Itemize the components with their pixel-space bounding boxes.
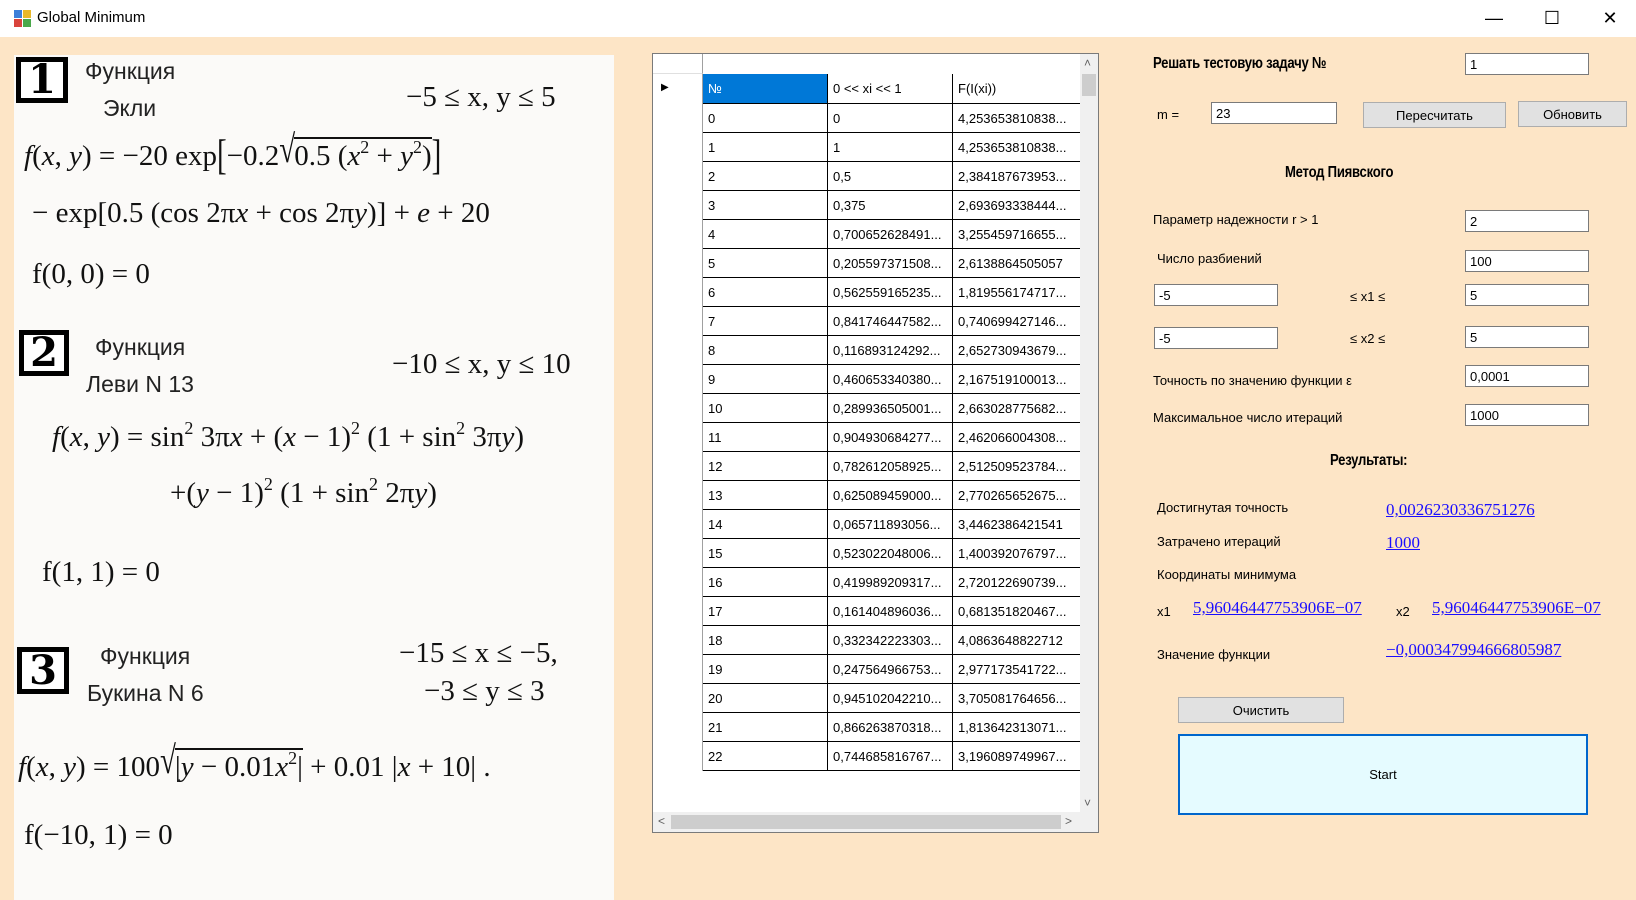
x2-range-label: ≤ x2 ≤: [1350, 331, 1386, 346]
grid-row-header[interactable]: [653, 626, 703, 655]
grid-row-header[interactable]: [653, 423, 703, 452]
function-2-domain: −10 ≤ x, y ≤ 10: [392, 348, 571, 380]
m-label: m =: [1157, 107, 1180, 122]
function-1-domain: −5 ≤ x, y ≤ 5: [406, 81, 556, 113]
reliability-input[interactable]: [1465, 210, 1589, 232]
grid-cell[interactable]: 1,813642313071...: [953, 713, 1081, 742]
clear-button[interactable]: Очистить: [1178, 697, 1344, 723]
task-label: Решать тестовую задачу №: [1153, 55, 1327, 72]
grid-cell[interactable]: 7: [703, 307, 828, 336]
iterations-label: Затрачено итераций: [1157, 534, 1281, 549]
scroll-down-icon[interactable]: ˅: [1084, 796, 1092, 810]
grid-cell[interactable]: 0,289936505001...: [828, 394, 953, 423]
grid-cell[interactable]: 13: [703, 481, 828, 510]
grid-cell[interactable]: 2,6138864505057: [953, 249, 1081, 278]
iterations-value[interactable]: 1000: [1386, 533, 1420, 552]
grid-horizontal-scrollbar[interactable]: [653, 812, 1098, 832]
grid-cell[interactable]: 0,625089459000...: [828, 481, 953, 510]
grid-cell[interactable]: 3,705081764656...: [953, 684, 1081, 713]
grid-cell[interactable]: 0,375: [828, 191, 953, 220]
grid-cell[interactable]: 0,740699427146...: [953, 307, 1081, 336]
function-value-label: Значение функции: [1157, 647, 1271, 662]
grid-cell[interactable]: 2,720122690739...: [953, 568, 1081, 597]
grid-cell[interactable]: 6: [703, 278, 828, 307]
grid-cell[interactable]: 3,255459716655...: [953, 220, 1081, 249]
grid-cell[interactable]: 19: [703, 655, 828, 684]
function-3-name: Букина N 6: [87, 680, 204, 706]
grid-cell[interactable]: 0,681351820467...: [953, 597, 1081, 626]
grid-cell[interactable]: 0,419989209317...: [828, 568, 953, 597]
grid-cell[interactable]: 22: [703, 742, 828, 771]
grid-row-header[interactable]: [653, 394, 703, 423]
grid-cell[interactable]: 1: [828, 133, 953, 162]
grid-row-header[interactable]: [653, 568, 703, 597]
grid-cell[interactable]: 0,841746447582...: [828, 307, 953, 336]
function-2-name: Леви N 13: [86, 371, 194, 397]
grid-vertical-scrollbar[interactable]: [1080, 54, 1098, 812]
grid-cell[interactable]: 2,770265652675...: [953, 481, 1081, 510]
grid-row-header[interactable]: [653, 452, 703, 481]
function-1-number: 1: [16, 57, 68, 103]
grid-cell[interactable]: 1,400392076797...: [953, 539, 1081, 568]
window-title: Global Minimum: [37, 9, 146, 26]
grid-row-header-selected[interactable]: [653, 74, 703, 104]
grid-cell[interactable]: 0,866263870318...: [828, 713, 953, 742]
reliability-label: Параметр надежности r > 1: [1153, 212, 1319, 227]
function-3-domain-line1: −15 ≤ x ≤ −5,: [399, 637, 558, 669]
grid-cell[interactable]: 8: [703, 336, 828, 365]
grid-column-header[interactable]: 0 << xi << 1: [828, 74, 953, 104]
function-3-formula: f(x, $y) = 100√|y - 0.01x^2| + 0.01$ |x + 10| .: [18, 739, 491, 783]
x2-value[interactable]: 5,96046447753906E−07: [1432, 598, 1601, 617]
function-1-minimum: f(0, 0) = 0: [32, 258, 150, 290]
grid-cell[interactable]: 2,462066004308...: [953, 423, 1081, 452]
function-1-formula-line2: − exp[0.5 (cos 2πx + cos 2πy)] + e + 20: [32, 197, 490, 229]
grid-cell[interactable]: 2,512509523784...: [953, 452, 1081, 481]
current-row-icon: ▶: [661, 82, 669, 93]
function-1-label: Функция: [85, 58, 176, 84]
x1-range-label: ≤ x1 ≤: [1350, 289, 1386, 304]
grid-cell[interactable]: 14: [703, 510, 828, 539]
scroll-right-icon[interactable]: >: [1065, 814, 1073, 828]
grid-row-header[interactable]: [653, 249, 703, 278]
grid-row-header[interactable]: [653, 713, 703, 742]
accuracy-label: Достигнутая точность: [1157, 500, 1289, 515]
grid-row-header[interactable]: [653, 684, 703, 713]
grid-cell[interactable]: 0,904930684277...: [828, 423, 953, 452]
grid-cell[interactable]: 0,205597371508...: [828, 249, 953, 278]
grid-cell[interactable]: 12: [703, 452, 828, 481]
vertical-scroll-thumb[interactable]: [1082, 74, 1096, 96]
scroll-left-icon[interactable]: <: [658, 814, 666, 828]
x1-max-input[interactable]: [1465, 284, 1589, 306]
grid-row-header[interactable]: [653, 742, 703, 771]
grid-cell[interactable]: 16: [703, 568, 828, 597]
grid-cell[interactable]: 2,693693338444...: [953, 191, 1081, 220]
grid-cell[interactable]: 20: [703, 684, 828, 713]
results-grid[interactable]: [652, 53, 1099, 833]
grid-row-header[interactable]: [653, 365, 703, 394]
grid-cell[interactable]: 0,562559165235...: [828, 278, 953, 307]
grid-cell[interactable]: 18: [703, 626, 828, 655]
x1-label: x1: [1157, 604, 1171, 619]
m-input[interactable]: [1211, 102, 1337, 124]
results-title: Результаты:: [1330, 452, 1408, 469]
recalculate-button[interactable]: Пересчитать: [1363, 102, 1506, 128]
function-value[interactable]: −0,000347994666805987: [1386, 640, 1562, 659]
grid-cell[interactable]: 2: [703, 162, 828, 191]
grid-cell[interactable]: 0,5: [828, 162, 953, 191]
method-title: Метод Пиявского: [1285, 164, 1394, 181]
grid-cell[interactable]: 0,161404896036...: [828, 597, 953, 626]
grid-cell[interactable]: 2,167519100013...: [953, 365, 1081, 394]
grid-row-header[interactable]: [653, 307, 703, 336]
scroll-up-icon[interactable]: ˄: [1084, 56, 1092, 70]
close-button[interactable]: ✕: [1602, 8, 1618, 28]
grid-cell[interactable]: 2,384187673953...: [953, 162, 1081, 191]
grid-column-header[interactable]: F(I(xi)): [953, 74, 1081, 104]
x2-max-input[interactable]: [1465, 326, 1589, 348]
function-2-formula-line1: f(x, $y) = \sin^2 3\pi x + (x - 1)^2$ $(1 + \sin^2 3\pi y)$: [52, 418, 525, 453]
partitions-input[interactable]: [1465, 250, 1589, 272]
grid-cell[interactable]: 0,116893124292...: [828, 336, 953, 365]
grid-cell[interactable]: 0: [828, 104, 953, 133]
epsilon-label: Точность по значению функции ε: [1153, 373, 1352, 388]
function-2-label: Функция: [95, 334, 186, 360]
coordinates-label: Координаты минимума: [1157, 567, 1297, 582]
app-icon: [14, 10, 31, 27]
grid-cell[interactable]: 0,460653340380...: [828, 365, 953, 394]
function-3-domain-line2: −3 ≤ y ≤ 3: [424, 675, 545, 707]
grid-cell[interactable]: 0,523022048006...: [828, 539, 953, 568]
function-1-name: Экли: [103, 95, 157, 121]
grid-cell[interactable]: 3,196089749967...: [953, 742, 1081, 771]
grid-row-header[interactable]: [653, 162, 703, 191]
grid-cell[interactable]: 4,0863648822712: [953, 626, 1081, 655]
grid-cell[interactable]: 10: [703, 394, 828, 423]
grid-cell[interactable]: 21: [703, 713, 828, 742]
maximize-button[interactable]: ☐: [1543, 8, 1561, 28]
grid-column-header[interactable]: №: [703, 74, 828, 104]
grid-row-header[interactable]: [653, 655, 703, 684]
grid-cell[interactable]: 2,977173541722...: [953, 655, 1081, 684]
grid-cell[interactable]: 0,945102042210...: [828, 684, 953, 713]
grid-row-header[interactable]: [653, 539, 703, 568]
function-3-minimum: f(−10, 1) = 0: [24, 819, 173, 851]
function-2-formula-line2: $+(y - 1)^2$ $(1 + \sin^2 2\pi y)$: [170, 474, 437, 509]
grid-cell[interactable]: 0,247564966753...: [828, 655, 953, 684]
accuracy-value[interactable]: 0,0026230336751276: [1386, 500, 1535, 519]
grid-row-header[interactable]: [653, 104, 703, 133]
grid-row-header[interactable]: [653, 336, 703, 365]
grid-cell[interactable]: 11: [703, 423, 828, 452]
minimize-button[interactable]: —: [1485, 8, 1503, 28]
grid-row-header[interactable]: [653, 510, 703, 539]
grid-row-header[interactable]: [653, 133, 703, 162]
max-iterations-input[interactable]: [1465, 404, 1589, 426]
grid-cell[interactable]: 0: [703, 104, 828, 133]
grid-cell[interactable]: 0,332342223303...: [828, 626, 953, 655]
grid-cell[interactable]: 17: [703, 597, 828, 626]
function-3-number: 3: [17, 647, 69, 694]
formula-panel: [14, 55, 614, 900]
grid-cell[interactable]: 0,700652628491...: [828, 220, 953, 249]
function-1-formula-line1: f(x, y) = −20 exp[−0.2√0.5 $(x^2 + y^2)$]: [24, 128, 442, 179]
grid-cell[interactable]: 15: [703, 539, 828, 568]
x1-min-input[interactable]: [1154, 284, 1278, 306]
grid-cell[interactable]: 1,819556174717...: [953, 278, 1081, 307]
grid-header-row: [653, 54, 1081, 74]
x2-label: x2: [1396, 604, 1410, 619]
max-iterations-label: Максимальное число итераций: [1153, 410, 1343, 425]
grid-cell[interactable]: 1: [703, 133, 828, 162]
grid-viewport: [653, 54, 1081, 812]
grid-cell[interactable]: 9: [703, 365, 828, 394]
grid-cell[interactable]: 0,782612058925...: [828, 452, 953, 481]
grid-cell[interactable]: 5: [703, 249, 828, 278]
grid-cell[interactable]: 4,253653810838...: [953, 104, 1081, 133]
partitions-label: Число разбиений: [1157, 251, 1262, 266]
grid-row-header[interactable]: [653, 278, 703, 307]
grid-row-header[interactable]: [653, 481, 703, 510]
grid-cell[interactable]: 4,253653810838...: [953, 133, 1081, 162]
grid-cell[interactable]: 4: [703, 220, 828, 249]
refresh-button[interactable]: Обновить: [1518, 101, 1627, 127]
function-2-number: 2: [19, 330, 69, 376]
grid-cell[interactable]: 0,065711893056...: [828, 510, 953, 539]
grid-row-header[interactable]: [653, 597, 703, 626]
x2-min-input[interactable]: [1154, 327, 1278, 349]
grid-cell[interactable]: 3,4462386421541: [953, 510, 1081, 539]
x1-value[interactable]: 5,96046447753906E−07: [1193, 598, 1362, 617]
grid-corner: [653, 54, 703, 74]
function-3-label: Функция: [100, 643, 191, 669]
title-bar: [0, 0, 1636, 37]
start-button[interactable]: Start: [1178, 734, 1588, 815]
function-2-minimum: f(1, 1) = 0: [42, 556, 160, 588]
grid-row-header[interactable]: [653, 191, 703, 220]
grid-cell[interactable]: 2,663028775682...: [953, 394, 1081, 423]
grid-cell[interactable]: 3: [703, 191, 828, 220]
grid-cell[interactable]: 0,744685816767...: [828, 742, 953, 771]
horizontal-scroll-thumb[interactable]: [671, 815, 1061, 829]
grid-cell[interactable]: 2,652730943679...: [953, 336, 1081, 365]
task-number-input[interactable]: [1465, 53, 1589, 75]
epsilon-input[interactable]: [1465, 365, 1589, 387]
grid-row-header[interactable]: [653, 220, 703, 249]
